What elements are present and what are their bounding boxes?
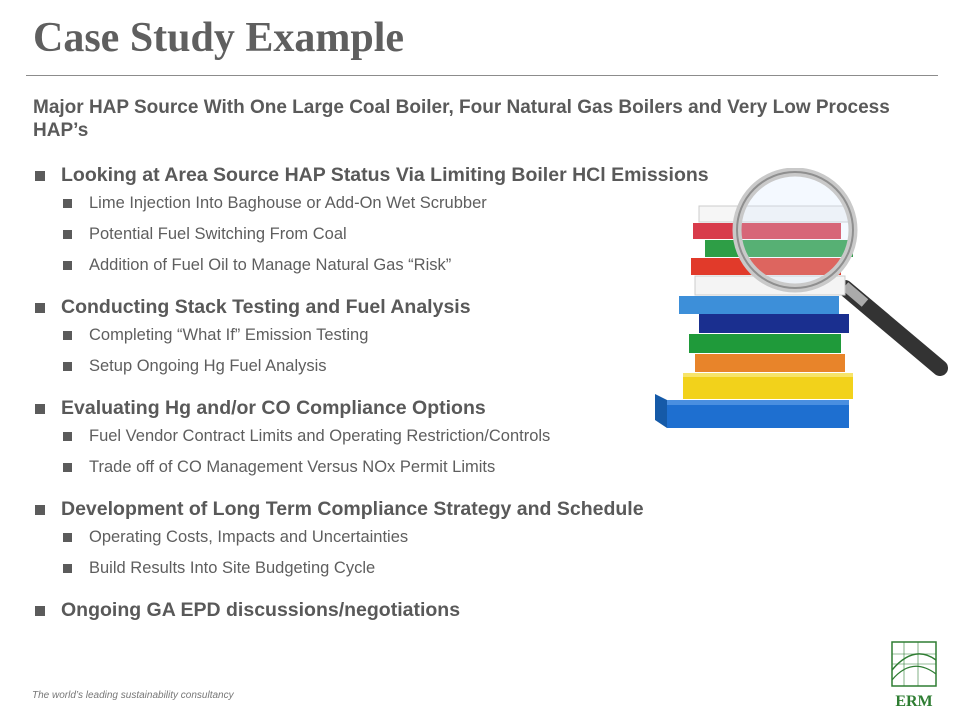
bullet-square-icon	[63, 331, 72, 340]
bullet-square-icon	[63, 199, 72, 208]
bullet-text: Ongoing GA EPD discussions/negotiations	[61, 599, 461, 621]
slide-subtitle: Major HAP Source With One Large Coal Boiler, Four Natural Gas Boilers and Very Low Process HAP’s	[33, 97, 890, 141]
sub-bullet-text: Build Results Into Site Budgeting Cycle	[89, 559, 376, 577]
bullet-square-icon	[35, 505, 45, 515]
sub-bullet-text: Addition of Fuel Oil to Manage Natural Gas “Risk”	[89, 256, 452, 274]
sub-bullet-text: Trade off of CO Management Versus NOx Permit Limits	[89, 458, 496, 476]
books-magnifier-icon	[655, 168, 955, 458]
bullet-item	[33, 597, 933, 623]
bullet-square-icon	[35, 404, 45, 414]
footer-tagline: The world’s leading sustainability consultancy	[32, 690, 234, 701]
sub-bullet-text: Fuel Vendor Contract Limits and Operating Restriction/Controls	[89, 427, 551, 445]
bullet-square-icon	[63, 432, 72, 441]
bullet-square-icon	[63, 463, 72, 472]
sub-bullet-item	[33, 457, 933, 478]
erm-logo	[884, 640, 944, 712]
bullet-text: Conducting Stack Testing and Fuel Analysis	[61, 296, 471, 318]
bullet-square-icon	[35, 171, 45, 181]
bullet-square-icon	[35, 606, 45, 616]
bullet-square-icon	[63, 230, 72, 239]
bullet-square-icon	[35, 303, 45, 313]
sub-bullet-text: Completing “What If” Emission Testing	[89, 326, 369, 344]
bullet-square-icon	[63, 362, 72, 371]
bullet-square-icon	[63, 261, 72, 270]
bullet-square-icon	[63, 533, 72, 542]
bullet-square-icon	[63, 564, 72, 573]
title-divider	[26, 75, 938, 76]
logo-text: ERM	[895, 693, 933, 710]
sub-bullet-text: Operating Costs, Impacts and Uncertainties	[89, 528, 409, 546]
bullet-item	[33, 496, 933, 522]
bullet-group-5	[33, 597, 933, 623]
slide-title: Case Study Example	[33, 15, 405, 61]
sub-bullet-text: Lime Injection Into Baghouse or Add-On Wet Scrubber	[89, 194, 487, 212]
bullet-group-4	[33, 496, 933, 579]
bullet-text: Evaluating Hg and/or CO Compliance Options	[61, 397, 486, 419]
sub-bullet-item	[33, 558, 933, 579]
sub-bullet-text: Potential Fuel Switching From Coal	[89, 225, 347, 243]
bullet-text: Looking at Area Source HAP Status Via Limiting Boiler HCl Emissions	[61, 164, 709, 186]
sub-bullet-item	[33, 527, 933, 548]
bullet-text: Development of Long Term Compliance Strategy and Schedule	[61, 498, 644, 520]
sub-bullet-text: Setup Ongoing Hg Fuel Analysis	[89, 357, 327, 375]
